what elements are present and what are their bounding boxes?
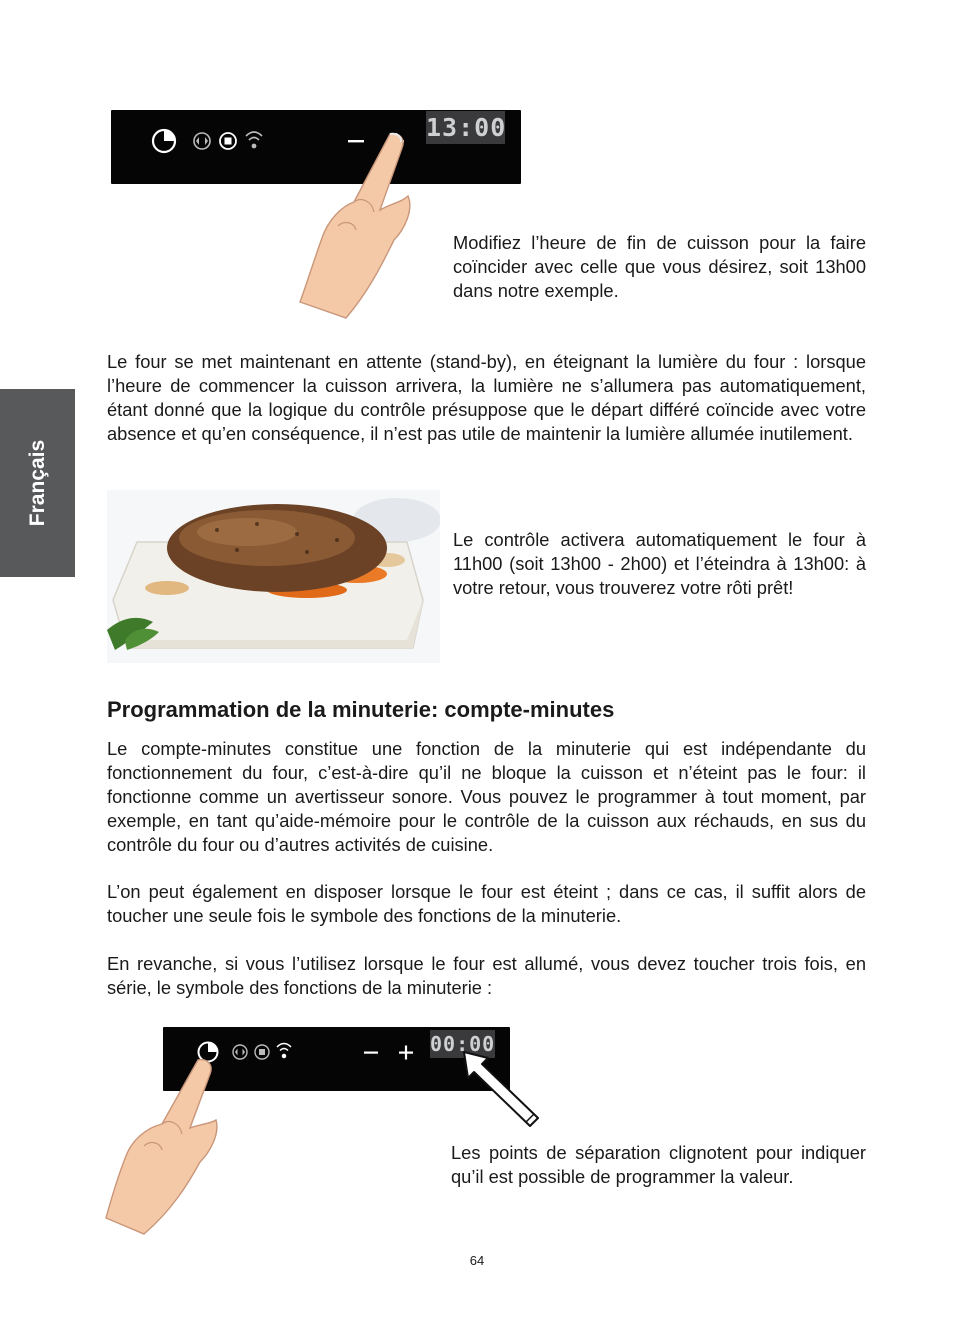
pointing-hand-illustration <box>104 1058 224 1238</box>
time-display: 00:00 <box>430 1032 496 1056</box>
section-paragraph-2: L’on peut également en disposer lorsque le four est éteint ; dans ce cas, il suffit alors de toucher une seule fois le symbole des fonctions de la minuterie. <box>107 881 866 926</box>
language-label: Français <box>25 439 49 527</box>
alarm-icon <box>277 1044 291 1058</box>
section-paragraph-3: En revanche, si vous l’utilisez lorsque le four est allumé, vous devez toucher trois fois, en série, le symbole des fonctions de la minuterie : <box>107 953 866 998</box>
language-tab <box>0 389 75 577</box>
section-paragraph-1: Le compte-minutes constitue une fonction de la minuterie qui est indépendante du fonctionnement du four, c’est-à-dire qu’il ne bloque la cuisson et n’éteint pas le four: il fonctionne comme un avertisseur sonore. Vous pouvez le programmer à tout moment, par exemple, en tant qu’aide-mémoire pour le contrôle de la cuisson aux réchauds, en sus du contrôle du four ou d’autres activités de cuisine. <box>107 738 866 855</box>
cooking-stop-icon <box>220 133 236 149</box>
roast-photo <box>107 490 440 663</box>
cooking-start-icon <box>194 133 210 149</box>
figure1-caption: Modifiez l’heure de fin de cuisson pour la faire coïncider avec celle que vous désirez, soit 13h00 dans notre exemple. <box>453 232 866 301</box>
cooking-start-icon <box>233 1045 247 1059</box>
timer-icon <box>153 130 175 152</box>
pointing-hand-illustration <box>298 130 438 320</box>
cooking-stop-icon <box>255 1045 269 1059</box>
alarm-icon <box>246 132 262 148</box>
plus-icon <box>399 1046 413 1060</box>
figure3-caption: Les points de séparation clignotent pour indiquer qu’il est possible de programmer la valeur. <box>451 1142 866 1187</box>
minus-icon <box>364 1052 378 1054</box>
section-heading: Programmation de la minuterie: compte-minutes <box>107 697 615 722</box>
pointer-arrow-icon <box>458 1048 548 1128</box>
standby-paragraph: Le four se met maintenant en attente (stand-by), en éteignant la lumière du four : lorsque l’heure de commencer la cuisson arrivera, la lumière ne s’allumera pas automatiquement, étant donné que la logique du contrôle présuppose que le départ différé coïncide avec votre absence et qu’en conséquence, il n’est pas utile de maintenir la lumière allumée inutilement. <box>107 351 866 444</box>
page-number: 64 <box>469 1253 485 1268</box>
figure2-caption: Le contrôle activera automatiquement le four à 11h00 (soit 13h00 - 2h00) et l’éteindra à 13h00: à votre retour, vous trouverez votre rôti prêt! <box>453 529 866 598</box>
time-display: 13:00 <box>426 113 507 142</box>
